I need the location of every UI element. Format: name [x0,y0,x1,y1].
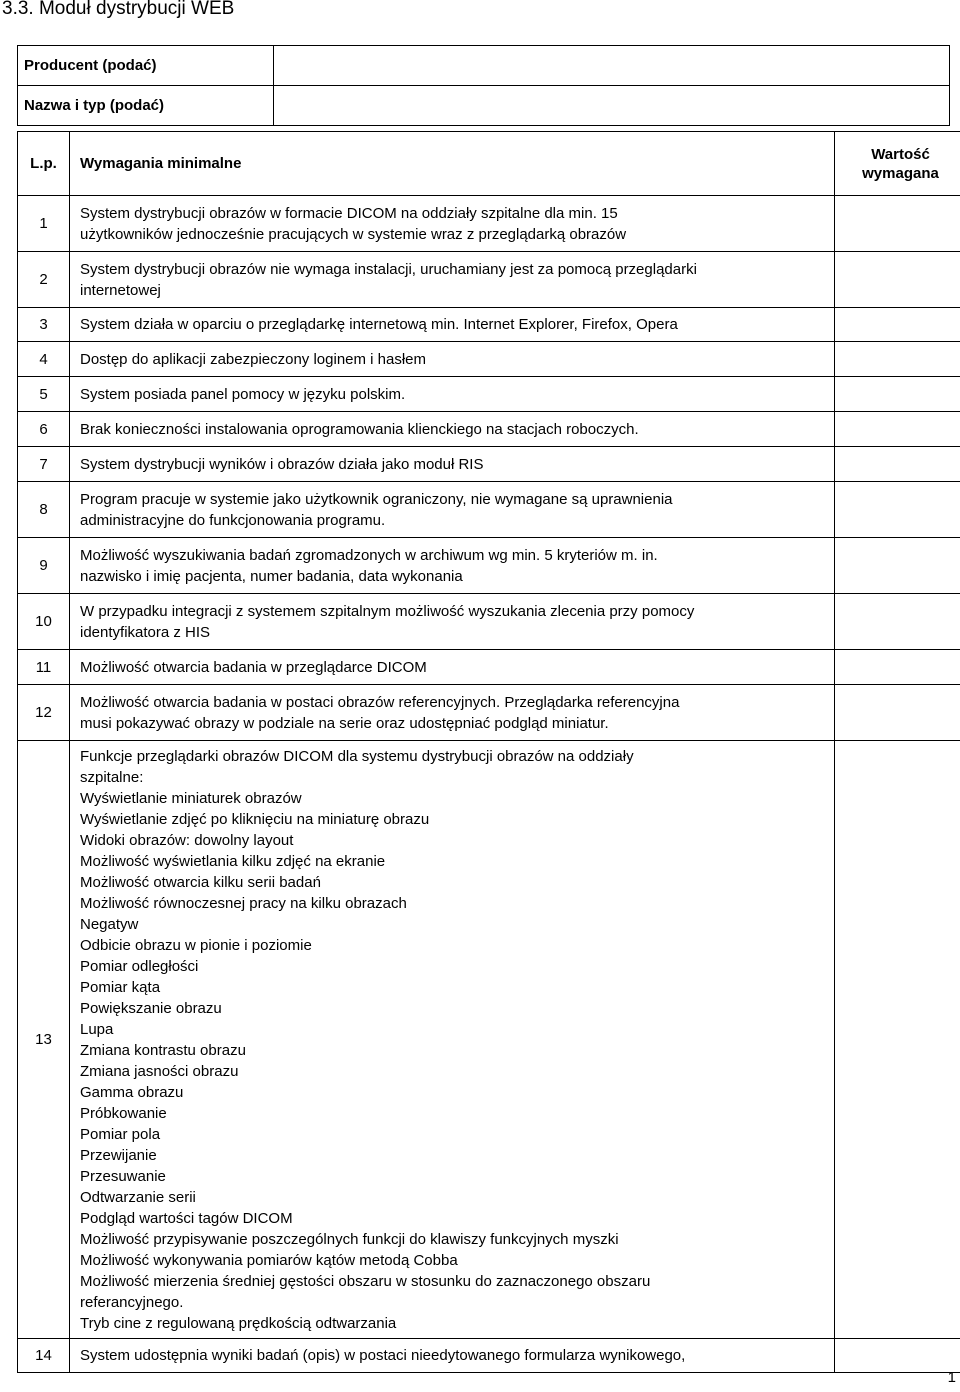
row-number: 9 [18,538,70,594]
requirement-line: użytkowników jednocześnie pracujących w systemie wraz z przeglądarką obrazów [80,225,627,243]
row-number: 4 [18,342,70,377]
table-row [18,1339,960,1373]
col-val-header [835,132,960,196]
requirement-line: Próbkowanie [80,1104,167,1122]
requirement-line: Program pracuje w systemie jako użytkownik ograniczony, nie wymagane są uprawnienia [80,490,673,508]
requirement-line: Widoki obrazów: dowolny layout [80,831,294,849]
required-value-cell[interactable] [835,685,960,741]
requirement-line: Odtwarzanie serii [80,1188,196,1206]
requirement-text [70,594,835,650]
table-row [18,685,960,741]
requirement-line: Wyświetlanie miniaturek obrazów [80,789,302,807]
table-row [18,482,960,538]
row-number: 12 [18,685,70,741]
requirement-line: Pomiar pola [80,1125,161,1143]
requirement-line: Pomiar odległości [80,957,199,975]
product-info-table [17,45,950,126]
requirement-line: Odbicie obrazu w pionie i poziomie [80,936,312,954]
requirement-text [70,1339,835,1373]
row-number: 6 [18,412,70,447]
table-row [18,538,960,594]
requirement-line: System dystrybucji obrazów nie wymaga instalacji, uruchamiany jest za pomocą przeglądarki [80,260,697,278]
required-value-cell[interactable] [835,342,960,377]
name-label: Nazwa i typ (podać) [18,86,274,126]
requirement-line: Pomiar kąta [80,978,161,996]
row-number: 1 [18,196,70,252]
requirement-line: System dystrybucji obrazów w formacie DICOM na oddziały szpitalne dla min. 15 [80,204,618,222]
required-value-cell[interactable] [835,538,960,594]
table-row [18,252,960,308]
required-value-cell[interactable] [835,252,960,308]
col-val-header-line2: wymagana [862,164,939,182]
required-value-cell[interactable] [835,482,960,538]
requirement-line: System działa w oparciu o przeglądarkę internetową min. Internet Explorer, Firefox, Opera [80,316,678,333]
requirement-line: Tryb cine z regulowaną prędkością odtwarzania [80,1314,397,1332]
required-value-cell[interactable] [835,1339,960,1373]
required-value-cell[interactable] [835,594,960,650]
requirement-line: Możliwość wyświetlania kilku zdjęć na ekranie [80,852,386,870]
requirement-line: referancyjnego. [80,1293,184,1311]
required-value-cell[interactable] [835,412,960,447]
table-row [18,342,960,377]
requirement-line: Możliwość otwarcia kilku serii badań [80,873,321,891]
required-value-cell[interactable] [835,196,960,252]
requirement-line: Możliwość przypisywanie poszczególnych funkcji do klawiszy funkcyjnych myszki [80,1230,619,1248]
col-val-header-line1: Wartość [871,145,930,163]
requirement-line: Powiększanie obrazu [80,999,222,1017]
requirement-line: nazwisko i imię pacjenta, numer badania, data wykonania [80,567,463,585]
requirement-line: System dystrybucji wyników i obrazów działa jako moduł RIS [80,455,484,473]
requirement-line: Przewijanie [80,1146,157,1164]
requirement-line: W przypadku integracji z systemem szpitalnym możliwość wyszukania zlecenia przy pomocy [80,602,695,620]
requirement-line: Gamma obrazu [80,1083,184,1101]
requirement-line: Funkcje przeglądarki obrazów DICOM dla systemu dystrybucji obrazów na oddziały [80,747,634,765]
requirement-line: Wyświetlanie zdjęć po kliknięciu na miniaturę obrazu [80,810,430,828]
table-row [18,308,960,342]
requirement-line: musi pokazywać obrazy w podziale na serie oraz udostępniać podgląd miniatur. [80,714,609,732]
requirement-text [70,650,835,685]
requirement-text [70,252,835,308]
required-value-cell[interactable] [835,447,960,482]
requirement-line: identyfikatora z HIS [80,623,211,641]
table-header-row [18,132,960,196]
requirement-line: Możliwość otwarcia badania w postaci obrazów referencyjnych. Przeglądarka referencyjna [80,693,680,711]
requirement-text [70,538,835,594]
requirement-text [70,741,835,1339]
requirement-text [70,196,835,252]
requirement-line: Brak konieczności instalowania oprogramowania klienckiego na stacjach roboczych. [80,420,639,438]
requirement-line: Przesuwanie [80,1167,166,1185]
name-row [18,86,950,126]
row-number: 3 [18,308,70,342]
requirement-text [70,412,835,447]
table-row [18,741,960,1339]
producer-row [18,46,950,86]
requirement-line: Możliwość wykonywania pomiarów kątów metodą Cobba [80,1251,458,1269]
table-row [18,594,960,650]
col-req-header: Wymagania minimalne [70,132,835,196]
requirements-table [17,131,960,1373]
requirement-line: Dostęp do aplikacji zabezpieczony loginem i hasłem [80,350,427,368]
requirement-text [70,447,835,482]
requirement-line: internetowej [80,281,161,299]
requirement-line: Możliwość otwarcia badania w przeglądarce DICOM [80,658,427,676]
requirement-text [70,308,835,342]
name-value[interactable] [274,86,950,126]
required-value-cell[interactable] [835,308,960,342]
table-row [18,196,960,252]
row-number: 11 [18,650,70,685]
col-lp-header: L.p. [18,132,70,196]
requirement-line: System udostępnia wyniki badań (opis) w postaci nieedytowanego formularza wynikowego, [80,1347,686,1364]
requirement-line: Podgląd wartości tagów DICOM [80,1209,293,1227]
requirement-line: Zmiana kontrastu obrazu [80,1041,246,1059]
requirement-line: Możliwość wyszukiwania badań zgromadzonych w archiwum wg min. 5 kryteriów m. in. [80,546,658,564]
requirement-line: System posiada panel pomocy w języku polskim. [80,385,406,403]
required-value-cell[interactable] [835,650,960,685]
requirement-text [70,685,835,741]
producer-label: Producent (podać) [18,46,274,86]
requirement-text [70,377,835,412]
row-number: 8 [18,482,70,538]
requirements-body [18,196,960,1373]
row-number: 14 [18,1339,70,1373]
requirement-text [70,342,835,377]
required-value-cell[interactable] [835,377,960,412]
required-value-cell[interactable] [835,741,960,1339]
table-row [18,447,960,482]
requirement-line: administracyjne do funkcjonowania programu. [80,511,386,529]
requirement-line: Możliwość równoczesnej pracy na kilku obrazach [80,894,407,912]
row-number: 2 [18,252,70,308]
producer-value[interactable] [274,46,950,86]
row-number: 5 [18,377,70,412]
page-number: 1 [947,1369,956,1386]
requirement-line: Możliwość mierzenia średniej gęstości obszaru w stosunku do zaznaczonego obszaru [80,1272,651,1290]
requirement-line: Zmiana jasności obrazu [80,1062,239,1080]
requirement-text [70,482,835,538]
row-number: 10 [18,594,70,650]
table-row [18,377,960,412]
row-number: 13 [18,741,70,1339]
table-row [18,650,960,685]
requirement-line: Negatyw [80,915,139,933]
row-number: 7 [18,447,70,482]
requirement-line: szpitalne: [80,768,144,786]
section-heading: 3.3. Moduł dystrybucji WEB [2,0,235,19]
requirement-line: Lupa [80,1020,114,1038]
table-row [18,412,960,447]
